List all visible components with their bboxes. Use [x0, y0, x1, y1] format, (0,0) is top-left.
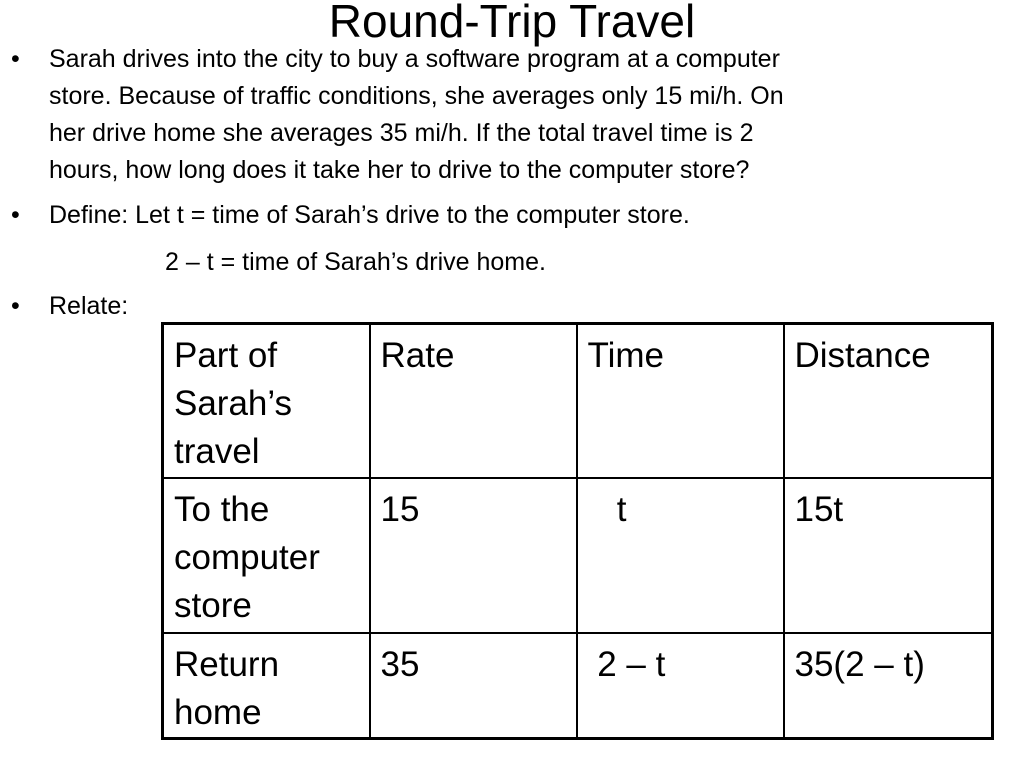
problem-line-1: Sarah drives into the city to buy a software program at a computer [49, 45, 780, 73]
bullet-dot: • [11, 201, 20, 229]
slide-title: Round-Trip Travel [328, 0, 696, 47]
table-header-row [163, 324, 993, 478]
table-row [163, 478, 993, 633]
table-row [163, 633, 993, 739]
cell-rate: 35 [370, 633, 577, 739]
bullet-define [11, 197, 49, 234]
cell-part: Return home [163, 633, 370, 739]
problem-line-3: her drive home she averages 35 mi/h. If the total travel time is 2 [49, 119, 754, 147]
header-time: Time [577, 324, 784, 478]
problem-line-4: hours, how long does it take her to drive to the computer store? [49, 156, 750, 184]
bullet-dot: • [11, 292, 20, 320]
define-line-2: 2 – t = time of Sarah’s drive home. [165, 248, 546, 276]
bullet-problem [11, 41, 49, 78]
cell-time: 2 – t [577, 633, 784, 739]
cell-rate: 15 [370, 478, 577, 633]
header-part: Part of Sarah’s travel [163, 324, 370, 478]
header-distance: Distance [784, 324, 993, 478]
cell-distance: 15t [784, 478, 993, 633]
header-rate: Rate [370, 324, 577, 478]
bullet-relate [11, 288, 49, 325]
cell-part: To the computer store [163, 478, 370, 633]
define-line-1: Define: Let t = time of Sarah’s drive to the computer store. [49, 201, 690, 229]
bullet-dot: • [11, 45, 20, 73]
relate-label: Relate: [49, 292, 129, 320]
problem-line-2: store. Because of traffic conditions, she averages only 15 mi/h. On [49, 82, 784, 110]
relate-table [161, 322, 994, 740]
cell-time: t [577, 478, 784, 633]
cell-distance: 35(2 – t) [784, 633, 993, 739]
